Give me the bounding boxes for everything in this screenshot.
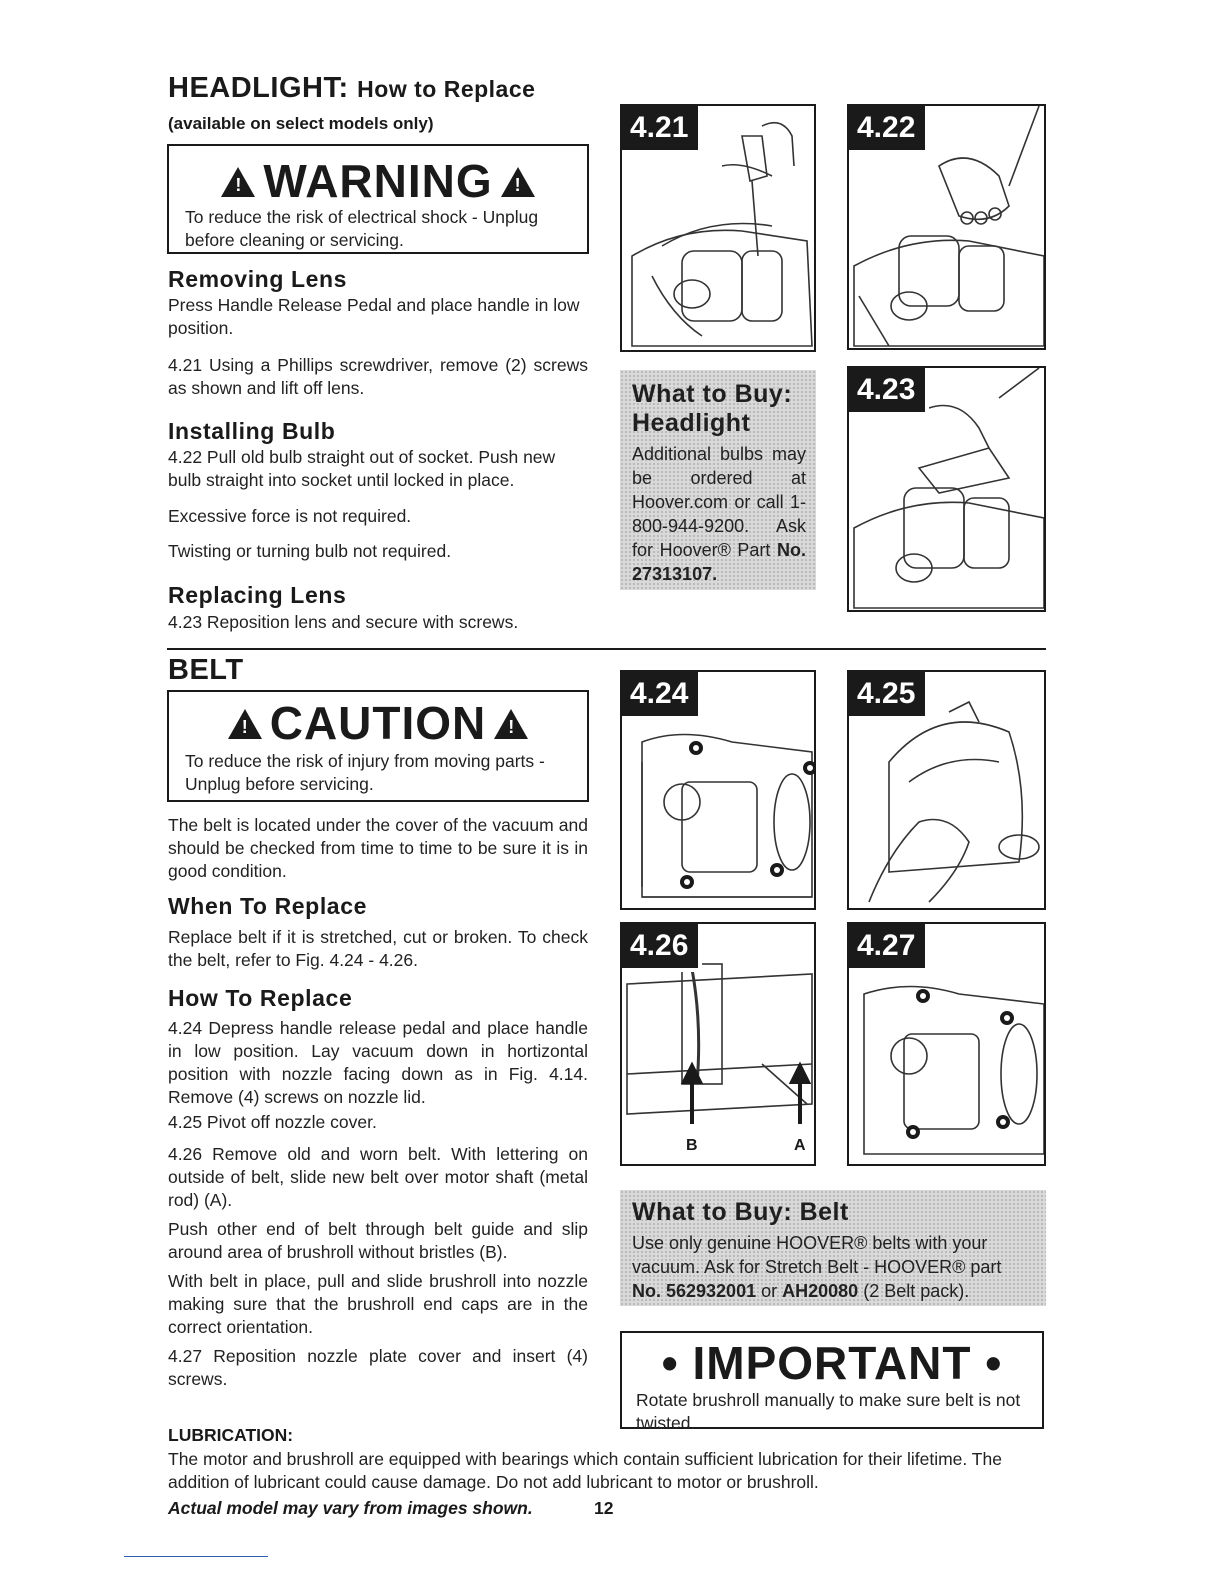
buy-headlight-title1: What to Buy: [632, 380, 793, 408]
caution-text: To reduce the risk of injury from moving parts - Unplug before servicing. [185, 751, 545, 794]
page-number: 12 [594, 1498, 614, 1518]
installing-bulb-p2: Excessive force is not required. [168, 506, 412, 526]
caution-triangle-icon [494, 709, 528, 739]
how-to-replace-p5: With belt in place, pull and slide brushroll into nozzle making sure that the brushroll end caps are in the correct orientation. [168, 1271, 588, 1337]
important-title: • IMPORTANT • [661, 1337, 1003, 1389]
warning-box [167, 144, 589, 254]
figure-4-23 [847, 366, 1046, 612]
figure-4-21 [620, 104, 816, 352]
warning-triangle-icon [501, 167, 535, 197]
figure-label: 4.24 [622, 672, 702, 720]
installing-bulb-p3: Twisting or turning bulb not required. [168, 541, 452, 561]
how-to-replace-p6: 4.27 Reposition nozzle plate cover and insert (4) screws. [168, 1346, 588, 1389]
label-b: B [686, 1137, 698, 1154]
buy-belt-or: or [761, 1281, 778, 1301]
replacing-lens-p1: 4.23 Reposition lens and secure with screws. [168, 612, 519, 632]
lubrication-text: The motor and brushroll are equipped with bearings which contain sufficient lubrication for their lifetime. The addition of lubricant could cause damage. Do not add lubricant to motor or brushroll. [168, 1449, 1002, 1492]
removing-lens-p1: Press Handle Release Pedal and place handle in low position. [168, 295, 580, 338]
figure-4-24 [620, 670, 816, 910]
headlight-subtitle: How to Replace [357, 76, 536, 102]
availability-note: (available on select models only) [168, 114, 434, 133]
caution-title: CAUTION [269, 697, 487, 749]
when-to-replace-p1: Replace belt if it is stretched, cut or broken. To check the belt, refer to Fig. 4.24 - 4.26. [168, 927, 588, 970]
removing-lens-heading: Removing Lens [168, 266, 348, 292]
buy-belt-text-body: Use only genuine HOOVER® belts with your vacuum. Ask for Stretch Belt - HOOVER® part [632, 1233, 1002, 1277]
figure-label: 4.21 [622, 106, 702, 154]
buy-belt-part2: AH20080 [782, 1281, 859, 1301]
figure-4-25 [847, 670, 1046, 910]
how-to-replace-p1: 4.24 Depress handle release pedal and place handle in low position. Lay vacuum down in hortizontal position with nozzle facing down as in Fig. 4.14. Remove (4) screws on nozzle lid. [168, 1018, 588, 1107]
buy-headlight-title2: Headlight [632, 409, 751, 437]
belt-title: BELT [168, 654, 244, 686]
buy-belt-title: What to Buy: Belt [632, 1198, 849, 1226]
figure-label: 4.23 [849, 368, 929, 416]
how-to-replace-p2: 4.25 Pivot off nozzle cover. [168, 1112, 377, 1132]
buy-headlight-no-label: No. [777, 540, 806, 560]
belt-intro: The belt is located under the cover of the vacuum and should be checked from time to time to be sure it is in good condition. [168, 815, 588, 881]
warning-title-row [169, 156, 587, 206]
what-to-buy-headlight [620, 370, 816, 590]
warning-text: To reduce the risk of electrical shock - Unplug before cleaning or servicing. [185, 207, 539, 250]
important-text: Rotate brushroll manually to make sure belt is not twisted. [636, 1390, 1021, 1433]
figure-label: 4.26 [622, 924, 702, 972]
headlight-heading [168, 72, 535, 105]
lubrication-heading: LUBRICATION: [168, 1425, 294, 1445]
important-box [620, 1331, 1044, 1433]
buy-belt-pack: (2 Belt pack). [863, 1281, 970, 1301]
footer-disclaimer: Actual model may vary from images shown. [168, 1498, 533, 1518]
installing-bulb-p1: 4.22 Pull old bulb straight out of socket. Push new bulb straight into socket until locked in place. [168, 447, 556, 490]
figure-4-27 [847, 922, 1046, 1166]
caution-triangle-icon [228, 709, 262, 739]
buy-headlight-part-number: 27313107. [632, 564, 718, 584]
buy-headlight-text-body: Additional bulbs may be ordered at Hoover.com or call 1-800-944-9200. Ask for Hoover® Part [632, 444, 806, 560]
footer-rule [124, 1556, 268, 1557]
figure-4-22 [847, 104, 1046, 350]
section-divider [167, 648, 1046, 650]
warning-title: WARNING [263, 155, 493, 207]
figure-label: 4.22 [849, 106, 929, 154]
how-to-replace-heading: How To Replace [168, 985, 353, 1011]
how-to-replace-p4: Push other end of belt through belt guide and slip around area of brushroll without bristles (B). [168, 1219, 588, 1262]
figure-label: 4.25 [849, 672, 929, 720]
figure-4-26 [620, 922, 816, 1166]
what-to-buy-belt [620, 1190, 1046, 1306]
buy-belt-text [632, 1231, 1034, 1303]
caution-box [167, 690, 589, 802]
buy-belt-part1: No. 562932001 [632, 1281, 757, 1301]
figure-label: 4.27 [849, 924, 929, 972]
when-to-replace-heading: When To Replace [168, 893, 367, 919]
replacing-lens-heading: Replacing Lens [168, 582, 347, 608]
how-to-replace-p3: 4.26 Remove old and worn belt. With lettering on outside of belt, slide new belt over motor shaft (metal rod) (A). [168, 1144, 588, 1210]
caution-title-row [169, 698, 587, 748]
headlight-title: HEADLIGHT: [168, 72, 349, 104]
warning-triangle-icon [221, 167, 255, 197]
installing-bulb-heading: Installing Bulb [168, 418, 336, 444]
removing-lens-p2: 4.21 Using a Phillips screwdriver, remove (2) screws as shown and lift off lens. [168, 355, 588, 398]
label-a: A [794, 1137, 806, 1154]
buy-headlight-text [632, 442, 806, 586]
